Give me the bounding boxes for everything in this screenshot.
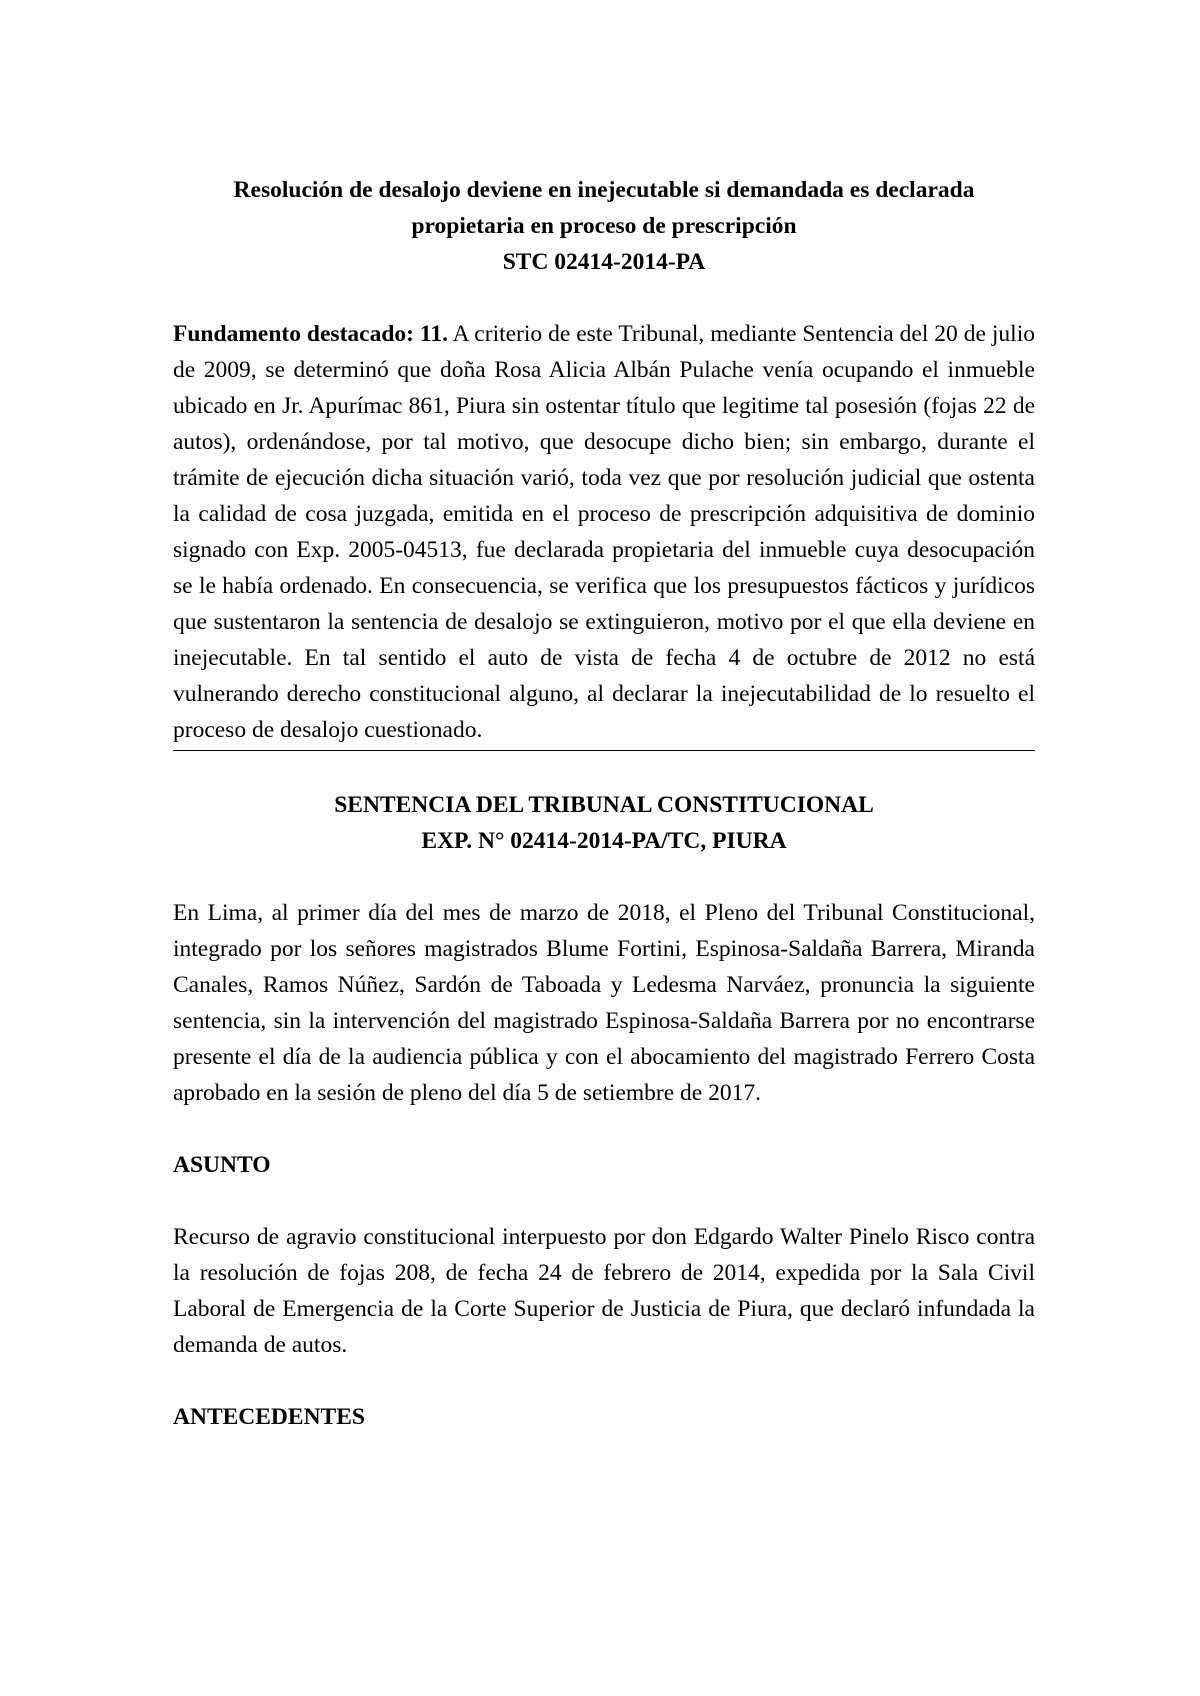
asunto-paragraph: Recurso de agravio constitucional interpuesto por don Edgardo Walter Pinelo Risco contra la resolución de fojas 208, de fecha 24 de febrero de 2014, expedida por la Sala Civil Laboral de Emergencia de la Corte Superior de Justicia de Piura, que declaró infundada la demanda de autos.: [173, 1224, 1035, 1358]
summary-title-line-2: propietaria en proceso de prescripción: [411, 213, 797, 239]
spacer: [173, 1183, 1035, 1219]
fundamento-paragraph: [173, 316, 1035, 748]
spacer: [173, 1111, 1035, 1147]
intro-paragraph: En Lima, al primer día del mes de marzo de 2018, el Pleno del Tribunal Constitucional, integrado por los señores magistrados Blume Fortini, Espinosa-Saldaña Barrera, Miranda Canales, Ramos Núñez, Sardón de Taboada y Ledesma Narváez, pronuncia la siguiente sentencia, sin la intervención del magistrado Espinosa-Saldaña Barrera por no encontrarse presente el día de la audiencia pública y con el abocamiento del magistrado Ferrero Costa aprobado en la sesión de pleno del día 5 de setiembre de 2017.: [173, 900, 1035, 1106]
spacer: [173, 1363, 1035, 1399]
document-body: [173, 172, 1035, 1435]
spacer: [173, 751, 1035, 787]
fundamento-text: A criterio de este Tribunal, mediante Sentencia del 20 de julio de 2009, se determinó que doña Rosa Alicia Albán Pulache venía ocupando el inmueble ubicado en Jr. Apurímac 861, Piura sin ostentar título que legitime tal posesión (fojas 22 de autos), ordenándose, por tal motivo, que desocupe dicho bien; sin embargo, durante el trámite de ejecución dicha situación varió, toda vez que por resolución judicial que ostenta la calidad de cosa juzgada, emitida en el proceso de prescripción adquisitiva de dominio signado con Exp. 2005-04513, fue declarada propietaria del inmueble cuya desocupación se le había ordenado. En consecuencia, se verifica que los presupuestos fácticos y jurídicos que sustentaron la sentencia de desalojo se extinguieron, motivo por el que ella deviene en inejecutable. En tal sentido el auto de vista de fecha 4 de octubre de 2012 no está vulnerando derecho constitucional alguno, al declarar la inejecutabilidad de lo resuelto el proceso de desalojo cuestionado.: [173, 321, 1035, 743]
sentencia-exp-number: EXP. N° 02414-2014-PA/TC, PIURA: [421, 828, 787, 854]
antecedentes-heading: ANTECEDENTES: [173, 1404, 365, 1430]
fundamento-label: Fundamento destacado: 11.: [173, 321, 449, 347]
summary-case-number: STC 02414-2014-PA: [502, 249, 706, 275]
summary-block: [173, 316, 1035, 751]
asunto-heading: ASUNTO: [173, 1152, 271, 1178]
spacer: [173, 280, 1035, 316]
summary-title-line-1: Resolución de desalojo deviene en inejecutable si demandada es declarada: [233, 177, 975, 203]
sentencia-title: SENTENCIA DEL TRIBUNAL CONSTITUCIONAL: [334, 792, 874, 818]
spacer: [173, 859, 1035, 895]
